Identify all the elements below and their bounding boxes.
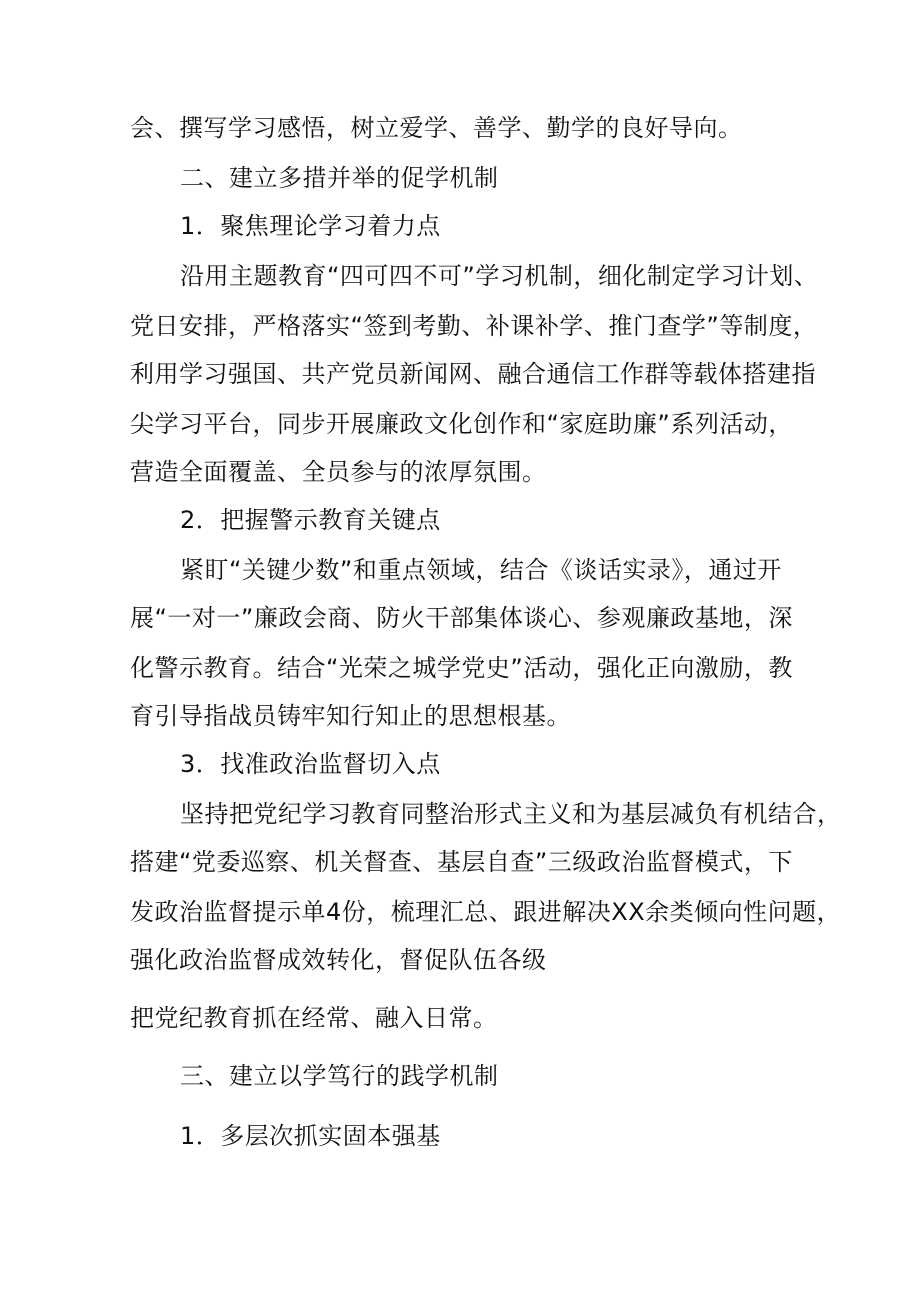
paragraph-line: 坚持把党纪学习教育同整治形式主义和为基层减负有机结合， <box>180 800 842 828</box>
paragraph-line: 展“一对一”廉政会商、防火干部集体谈心、参观廉政基地，深 <box>130 604 793 632</box>
paragraph-line: 发政治监督提示单4份，梳理汇总、跟进解决XX余类倾向性问题， <box>130 898 842 926</box>
paragraph-line: 把党纪教育抓在经常、融入日常。 <box>130 1004 498 1032</box>
paragraph-line: 育引导指战员铸牢知行知止的思想根基。 <box>130 702 571 730</box>
paragraph-line: 化警示教育。结合“光荣之城学党史”活动，强化正向激励，教 <box>130 654 793 682</box>
subsection-heading: 2．把握警示教育关键点 <box>180 506 441 534</box>
paragraph-line: 尖学习平台，同步开展廉政文化创作和“家庭助廉”系列活动， <box>130 410 793 438</box>
paragraph-line: 党日安排，严格落实“签到考勤、补课补学、推门查学”等制度， <box>130 312 818 340</box>
paragraph-line: 会、撰写学习感悟，树立爱学、善学、勤学的良好导向。 <box>130 114 743 142</box>
subsection-heading: 3．找准政治监督切入点 <box>180 750 441 778</box>
section-heading: 二、建立多措并举的促学机制 <box>180 164 499 192</box>
subsection-heading: 1．多层次抓实固本强基 <box>180 1122 441 1150</box>
paragraph-line: 强化政治监督成效转化，督促队伍各级 <box>130 946 547 974</box>
section-heading: 三、建立以学笃行的践学机制 <box>180 1062 499 1090</box>
paragraph-line: 搭建“党委巡察、机关督查、基层自查”三级政治监督模式，下 <box>130 848 793 876</box>
paragraph-line: 营造全面覆盖、全员参与的浓厚氛围。 <box>130 458 547 486</box>
paragraph-line: 紧盯“关键少数”和重点领域，结合《谈话实录》，通过开 <box>180 556 782 584</box>
subsection-heading: 1．聚焦理论学习着力点 <box>180 212 441 240</box>
paragraph-line: 沿用主题教育“四可四不可”学习机制，细化制定学习计划、 <box>180 262 819 290</box>
paragraph-line: 利用学习强国、共产党员新闻网、融合通信工作群等载体搭建指 <box>130 360 816 388</box>
